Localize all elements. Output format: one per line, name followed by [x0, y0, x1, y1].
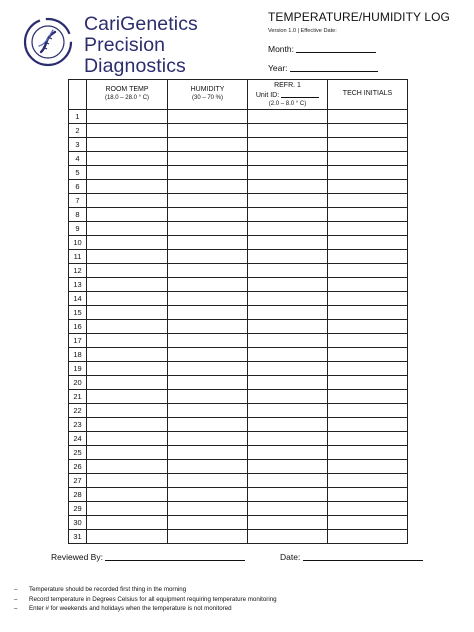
table-row	[69, 292, 408, 306]
row-day-number: 29	[69, 502, 87, 516]
tech-initials-cell[interactable]	[328, 138, 408, 152]
reviewed-by-field	[51, 552, 245, 562]
table-row	[69, 264, 408, 278]
tech-initials-cell[interactable]	[328, 474, 408, 488]
tech-initials-cell[interactable]	[328, 502, 408, 516]
row-day-number: 10	[69, 236, 87, 250]
table-row	[69, 362, 408, 376]
column-label: HUMIDITY	[190, 86, 225, 93]
column-range: (2.0 – 8.0 ° C)	[268, 101, 307, 107]
table-row	[69, 152, 408, 166]
refrigerator-cell[interactable]	[248, 376, 328, 390]
tech-initials-cell[interactable]	[328, 110, 408, 124]
humidity-cell[interactable]	[168, 138, 248, 152]
room-temp-cell[interactable]	[87, 432, 168, 446]
humidity-cell[interactable]	[168, 516, 248, 530]
refrigerator-cell[interactable]	[248, 418, 328, 432]
row-day-number: 19	[69, 362, 87, 376]
row-day-number: 21	[69, 390, 87, 404]
tech-initials-cell[interactable]	[328, 292, 408, 306]
table-row	[69, 432, 408, 446]
row-day-number: 24	[69, 432, 87, 446]
tech-initials-cell[interactable]	[328, 306, 408, 320]
brand-line-1: CariGenetics	[84, 13, 198, 35]
humidity-cell[interactable]	[168, 474, 248, 488]
room-temp-cell[interactable]	[87, 348, 168, 362]
room-temp-cell[interactable]	[87, 362, 168, 376]
room-temp-cell[interactable]	[87, 488, 168, 502]
table-row	[69, 138, 408, 152]
tech-initials-cell[interactable]	[328, 194, 408, 208]
row-day-number: 20	[69, 376, 87, 390]
row-number-header	[69, 80, 87, 110]
row-day-number: 26	[69, 460, 87, 474]
row-day-number: 27	[69, 474, 87, 488]
room-temp-cell[interactable]	[87, 502, 168, 516]
refrigerator-cell[interactable]	[248, 530, 328, 544]
table-row	[69, 236, 408, 250]
refrigerator-cell[interactable]	[248, 404, 328, 418]
brand-line-3: Diagnostics	[84, 55, 186, 77]
row-day-number: 1	[69, 110, 87, 124]
table-row	[69, 250, 408, 264]
room-temp-cell[interactable]	[87, 208, 168, 222]
column-range: (30 – 70 %)	[191, 95, 224, 101]
room-temp-cell[interactable]	[87, 278, 168, 292]
refrigerator-cell[interactable]	[248, 516, 328, 530]
tech-initials-cell[interactable]	[328, 180, 408, 194]
refrigerator-cell[interactable]	[248, 306, 328, 320]
table-row	[69, 488, 408, 502]
humidity-cell[interactable]	[168, 222, 248, 236]
refrigerator-cell[interactable]	[248, 166, 328, 180]
room-temp-cell[interactable]	[87, 124, 168, 138]
tech-initials-cell[interactable]	[328, 124, 408, 138]
table-row	[69, 110, 408, 124]
tech-initials-cell[interactable]	[328, 432, 408, 446]
humidity-cell[interactable]	[168, 250, 248, 264]
tech-initials-cell[interactable]	[328, 348, 408, 362]
room-temp-cell[interactable]	[87, 264, 168, 278]
tech-initials-cell[interactable]	[328, 390, 408, 404]
log-title: TEMPERATURE/HUMIDITY LOG	[268, 10, 450, 24]
month-input-line[interactable]	[296, 44, 376, 53]
row-day-number: 11	[69, 250, 87, 264]
row-day-number: 6	[69, 180, 87, 194]
room-temp-cell[interactable]	[87, 166, 168, 180]
room-temp-cell[interactable]	[87, 474, 168, 488]
humidity-cell[interactable]	[168, 110, 248, 124]
table-row	[69, 124, 408, 138]
table-header-row	[69, 80, 408, 110]
room-temp-cell[interactable]	[87, 194, 168, 208]
humidity-cell[interactable]	[168, 530, 248, 544]
humidity-cell[interactable]	[168, 404, 248, 418]
table-row	[69, 404, 408, 418]
humidity-cell[interactable]	[168, 432, 248, 446]
table-row	[69, 530, 408, 544]
company-logo	[22, 14, 222, 76]
table-row	[69, 208, 408, 222]
brand-line-2: Precision	[84, 34, 166, 56]
humidity-cell[interactable]	[168, 362, 248, 376]
month-label: Month:	[268, 44, 294, 54]
refrigerator-cell[interactable]	[248, 264, 328, 278]
refrigerator-cell[interactable]	[248, 390, 328, 404]
humidity-cell[interactable]	[168, 236, 248, 250]
room-temp-cell[interactable]	[87, 334, 168, 348]
refrigerator-cell[interactable]	[248, 460, 328, 474]
humidity-cell[interactable]	[168, 348, 248, 362]
log-header	[268, 10, 468, 73]
room-temp-cell[interactable]	[87, 460, 168, 474]
refrigerator-cell[interactable]	[248, 446, 328, 460]
row-day-number: 16	[69, 320, 87, 334]
tech-initials-cell[interactable]	[328, 236, 408, 250]
humidity-cell[interactable]	[168, 488, 248, 502]
tech-initials-cell[interactable]	[328, 376, 408, 390]
table-row	[69, 516, 408, 530]
tech-initials-cell[interactable]	[328, 404, 408, 418]
table-body	[69, 110, 408, 544]
column-label: ROOM TEMP	[105, 86, 149, 93]
refrigerator-cell[interactable]	[248, 110, 328, 124]
list-item	[14, 595, 277, 605]
refrigerator-cell[interactable]	[248, 208, 328, 222]
month-field	[268, 44, 468, 54]
refrigerator-cell[interactable]	[248, 180, 328, 194]
column-range: (18.0 – 28.0 ° C)	[104, 95, 150, 101]
row-day-number: 2	[69, 124, 87, 138]
refrigerator-cell[interactable]	[248, 222, 328, 236]
tech-initials-cell[interactable]	[328, 418, 408, 432]
table-row	[69, 446, 408, 460]
refrigerator-cell[interactable]	[248, 320, 328, 334]
row-day-number: 18	[69, 348, 87, 362]
year-input-line[interactable]	[290, 63, 378, 72]
humidity-cell[interactable]	[168, 502, 248, 516]
humidity-cell[interactable]	[168, 264, 248, 278]
humidity-cell[interactable]	[168, 278, 248, 292]
row-day-number: 30	[69, 516, 87, 530]
tech-initials-cell[interactable]	[328, 250, 408, 264]
row-day-number: 8	[69, 208, 87, 222]
humidity-cell[interactable]	[168, 166, 248, 180]
unit-id-input-line[interactable]	[281, 90, 319, 98]
row-day-number: 15	[69, 306, 87, 320]
row-day-number: 14	[69, 292, 87, 306]
row-day-number: 25	[69, 446, 87, 460]
reviewed-by-label: Reviewed By:	[51, 552, 103, 562]
refrigerator-cell[interactable]	[248, 236, 328, 250]
room-temp-cell[interactable]	[87, 530, 168, 544]
humidity-cell[interactable]	[168, 418, 248, 432]
tech-initials-cell[interactable]	[328, 278, 408, 292]
row-day-number: 7	[69, 194, 87, 208]
refrigerator-cell[interactable]	[248, 334, 328, 348]
list-item	[14, 604, 277, 614]
room-temp-cell[interactable]	[87, 292, 168, 306]
refrigerator-cell[interactable]	[248, 362, 328, 376]
column-header-room-temp	[87, 80, 168, 110]
room-temp-cell[interactable]	[87, 404, 168, 418]
row-day-number: 5	[69, 166, 87, 180]
row-day-number: 13	[69, 278, 87, 292]
note-text: Record temperature in Degrees Celsius for all equipment requiring temperature monitoring	[29, 595, 277, 603]
table-row	[69, 166, 408, 180]
humidity-cell[interactable]	[168, 180, 248, 194]
row-day-number: 17	[69, 334, 87, 348]
refrigerator-cell[interactable]	[248, 194, 328, 208]
room-temp-cell[interactable]	[87, 418, 168, 432]
dna-helix-logo-icon	[22, 16, 74, 68]
room-temp-cell[interactable]	[87, 306, 168, 320]
table-row	[69, 460, 408, 474]
refrigerator-cell[interactable]	[248, 152, 328, 166]
humidity-cell[interactable]	[168, 390, 248, 404]
table-row	[69, 180, 408, 194]
row-day-number: 3	[69, 138, 87, 152]
tech-initials-cell[interactable]	[328, 516, 408, 530]
humidity-cell[interactable]	[168, 208, 248, 222]
note-bullet: –	[14, 605, 18, 612]
table-row	[69, 376, 408, 390]
date-field	[280, 552, 423, 562]
humidity-cell[interactable]	[168, 306, 248, 320]
column-header-tech-initials	[328, 80, 408, 110]
column-header-humidity	[168, 80, 248, 110]
tech-initials-cell[interactable]	[328, 166, 408, 180]
refrigerator-cell[interactable]	[248, 488, 328, 502]
row-day-number: 31	[69, 530, 87, 544]
room-temp-cell[interactable]	[87, 516, 168, 530]
humidity-cell[interactable]	[168, 152, 248, 166]
table-row	[69, 320, 408, 334]
room-temp-cell[interactable]	[87, 446, 168, 460]
humidity-cell[interactable]	[168, 376, 248, 390]
humidity-cell[interactable]	[168, 124, 248, 138]
room-temp-cell[interactable]	[87, 180, 168, 194]
reviewed-by-input-line[interactable]	[105, 552, 245, 561]
table-row	[69, 348, 408, 362]
refrigerator-cell[interactable]	[248, 348, 328, 362]
humidity-cell[interactable]	[168, 334, 248, 348]
note-text: Temperature should be recorded first thing in the morning	[29, 586, 187, 593]
tech-initials-cell[interactable]	[328, 446, 408, 460]
tech-initials-cell[interactable]	[328, 320, 408, 334]
tech-initials-cell[interactable]	[328, 334, 408, 348]
humidity-cell[interactable]	[168, 446, 248, 460]
unit-id-label: Unit ID:	[255, 92, 280, 99]
column-header-refrigerator	[248, 80, 328, 110]
refrigerator-cell[interactable]	[248, 124, 328, 138]
table-row	[69, 390, 408, 404]
room-temp-cell[interactable]	[87, 390, 168, 404]
room-temp-cell[interactable]	[87, 376, 168, 390]
date-label: Date:	[280, 552, 301, 562]
table-row	[69, 222, 408, 236]
instructions-list	[14, 585, 277, 614]
humidity-cell[interactable]	[168, 460, 248, 474]
tech-initials-cell[interactable]	[328, 488, 408, 502]
table-row	[69, 502, 408, 516]
refrigerator-cell[interactable]	[248, 292, 328, 306]
humidity-cell[interactable]	[168, 320, 248, 334]
row-day-number: 4	[69, 152, 87, 166]
table-row	[69, 194, 408, 208]
column-label: TECH INITIALS	[342, 90, 393, 97]
row-day-number: 9	[69, 222, 87, 236]
refrigerator-cell[interactable]	[248, 432, 328, 446]
room-temp-cell[interactable]	[87, 320, 168, 334]
brand-name	[84, 14, 198, 77]
humidity-cell[interactable]	[168, 194, 248, 208]
table-row	[69, 334, 408, 348]
date-input-line[interactable]	[303, 552, 423, 561]
room-temp-cell[interactable]	[87, 152, 168, 166]
tech-initials-cell[interactable]	[328, 264, 408, 278]
room-temp-cell[interactable]	[87, 138, 168, 152]
refrigerator-cell[interactable]	[248, 138, 328, 152]
room-temp-cell[interactable]	[87, 222, 168, 236]
temperature-humidity-table	[68, 79, 408, 544]
year-label: Year:	[268, 63, 288, 73]
humidity-cell[interactable]	[168, 292, 248, 306]
version-effective-date: Version 1.0 | Effective Date:	[268, 28, 337, 34]
tech-initials-cell[interactable]	[328, 208, 408, 222]
tech-initials-cell[interactable]	[328, 222, 408, 236]
column-label: REFR. 1	[274, 82, 301, 89]
row-day-number: 12	[69, 264, 87, 278]
table-row	[69, 474, 408, 488]
year-field	[268, 63, 468, 73]
refrigerator-cell[interactable]	[248, 278, 328, 292]
row-day-number: 22	[69, 404, 87, 418]
row-day-number: 28	[69, 488, 87, 502]
room-temp-cell[interactable]	[87, 110, 168, 124]
row-day-number: 23	[69, 418, 87, 432]
table-row	[69, 418, 408, 432]
tech-initials-cell[interactable]	[328, 530, 408, 544]
refrigerator-cell[interactable]	[248, 502, 328, 516]
table-row	[69, 278, 408, 292]
tech-initials-cell[interactable]	[328, 362, 408, 376]
room-temp-cell[interactable]	[87, 236, 168, 250]
note-bullet: –	[14, 595, 18, 603]
note-text: Enter # for weekends and holidays when the temperature is not monitored	[29, 605, 232, 612]
refrigerator-cell[interactable]	[248, 250, 328, 264]
list-item	[14, 585, 277, 595]
room-temp-cell[interactable]	[87, 250, 168, 264]
tech-initials-cell[interactable]	[328, 152, 408, 166]
refrigerator-cell[interactable]	[248, 474, 328, 488]
tech-initials-cell[interactable]	[328, 460, 408, 474]
note-bullet: –	[14, 586, 18, 593]
table-row	[69, 306, 408, 320]
